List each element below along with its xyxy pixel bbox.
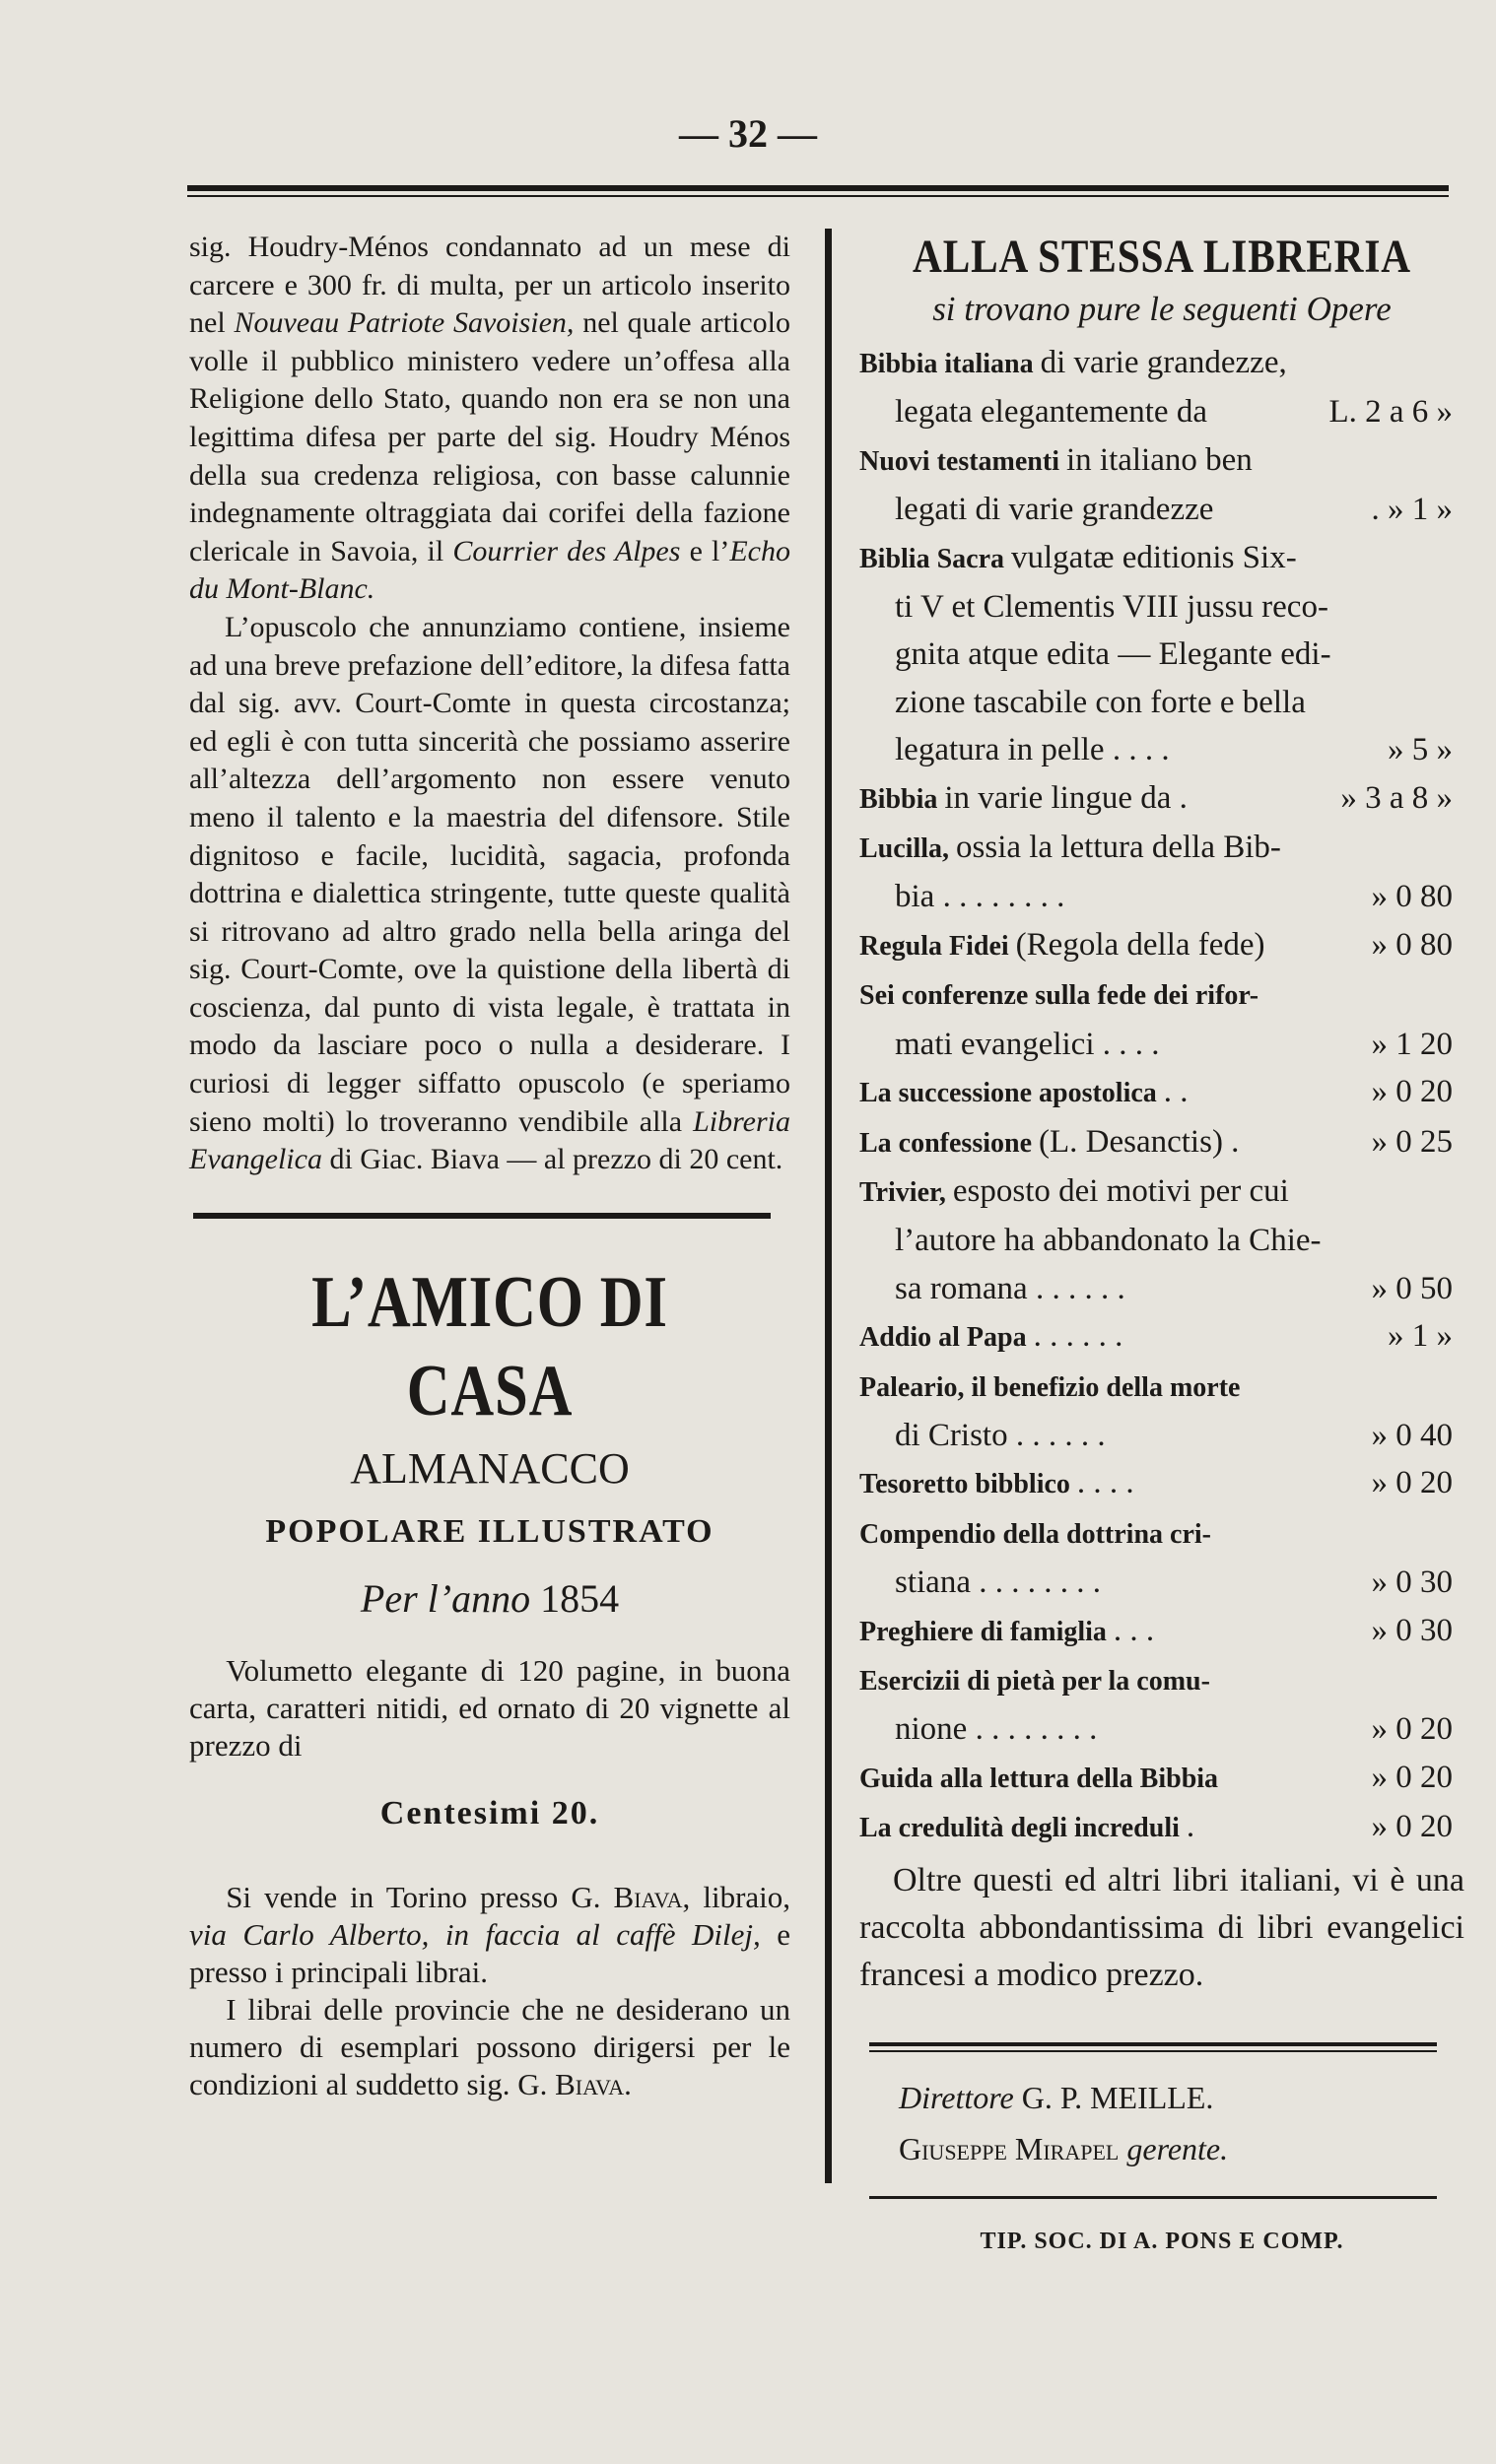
section-divider: [193, 1213, 771, 1219]
book-title: Sei conferenze sulla fede dei rifor-: [859, 980, 1259, 1012]
book-entry: [859, 1312, 1464, 1362]
book-description: mati evangelici . . . .: [895, 1026, 1160, 1062]
book-description: . . .: [1113, 1612, 1155, 1648]
book-title: Nuovi testamenti: [859, 445, 1066, 477]
book-price: » 0 25: [1371, 1123, 1453, 1160]
book-price: » 5 »: [1388, 732, 1453, 768]
book-title: Regula Fidei: [859, 930, 1016, 962]
book-title: Tesoretto bibblico: [859, 1469, 1077, 1500]
article-paragraph: sig. Houdry-Ménos condannato ad un mese di carcere e 300 fr. di multa, per un articolo inserito nel Nouveau Patriote Savoisien, nel quale articolo volle il pubblico ministero vedere un’offesa alla Religione dello Stato, quando non era se non una legittima difesa per parte del sig. Houdry Ménos della sua credenza religiosa, con basse calunnie indegnamente oltraggiata dai corifei della fazione clericale in Savoia, il Courrier des Alpes e l’Echo du Mont-Blanc.: [189, 231, 791, 606]
almanac-title: L’AMICO DI CASA: [311, 1261, 668, 1432]
book-title: La successione apostolica: [859, 1078, 1164, 1109]
book-entry: [859, 1459, 1464, 1508]
book-title: Esercizii di pietà per la comu-: [859, 1665, 1210, 1697]
book-title: Bibbia italiana: [859, 349, 1041, 379]
director-role: Direttore: [899, 2079, 1014, 2115]
book-description: legata elegantemente da: [895, 394, 1207, 431]
sale-paragraph: I librai delle provincie che ne desiderano un numero di esemplari possono dirigersi per le condizioni al suddetto sig. G. Biava.: [189, 1991, 790, 2101]
footer-rule: [869, 2042, 1437, 2052]
book-price: » 0 30: [1371, 1565, 1453, 1601]
book-description: legatura in pelle . . . .: [895, 732, 1170, 768]
almanac-advertisement: [189, 1258, 790, 2103]
director-name: G. P. MEILLE.: [1021, 2079, 1214, 2115]
book-entry: [859, 339, 1464, 436]
book-title: Bibbia: [859, 783, 945, 815]
article-text: [189, 229, 790, 1179]
almanac-sale-info: [189, 1879, 790, 2103]
book-entry: [859, 1363, 1464, 1460]
manager-line: [859, 2123, 1464, 2174]
book-description: (L. Desanctis) .: [1039, 1123, 1240, 1160]
book-title: Preghiere di famiglia: [859, 1616, 1114, 1647]
footer-rule-2: [869, 2196, 1437, 2199]
book-price: » 1 20: [1371, 1026, 1453, 1062]
book-price: » 0 40: [1371, 1417, 1453, 1453]
book-description: .: [1186, 1809, 1195, 1845]
book-entry: [859, 1754, 1464, 1803]
book-price: » 0 80: [1371, 926, 1453, 963]
book-title: Trivier,: [859, 1176, 953, 1208]
book-description: . .: [1163, 1074, 1189, 1110]
book-description: gnita atque edita — Elegante edi-: [895, 636, 1331, 673]
book-entry: [859, 1118, 1464, 1167]
book-list: [859, 339, 1464, 1853]
book-entry: [859, 1509, 1464, 1607]
book-entry: [859, 436, 1464, 534]
book-description: esposto dei motivi per cui: [952, 1172, 1289, 1209]
book-title: Lucilla,: [859, 833, 957, 865]
book-description: bia . . . . . . . .: [895, 879, 1065, 915]
book-description: zione tascabile con forte e bella: [895, 684, 1306, 720]
book-entry: [859, 824, 1464, 921]
manager-name: Giuseppe Mirapel: [899, 2130, 1120, 2166]
almanac-description: Volumetto elegante di 120 pagine, in buona carta, caratteri nitidi, ed ornato di 20 vignette al prezzo di: [189, 1652, 790, 1763]
book-title: Guida alla lettura della Bibbia: [859, 1763, 1219, 1794]
almanac-subtitle: ALMANACCO: [350, 1443, 630, 1493]
sale-paragraph: Si vende in Torino presso G. Biava, libraio, via Carlo Alberto, in faccia al caffè Dilej, e presso i principali librai.: [189, 1879, 791, 1989]
book-price: » 0 20: [1371, 1759, 1453, 1795]
book-title: Biblia Sacra: [859, 543, 1012, 574]
article-paragraph: L’opuscolo che annunziamo contiene, insieme ad una breve prefazione dell’editore, la difesa fatta dal sig. avv. Court-Comte in questa circostanza; ed egli è con tutta sincerità che possiamo asserire all’altezza dell’argomento non essere venuto meno il talento e la maestria del difensore. Stile dignitoso e facile, lucidità, sagacia, profonda dottrina e dialettica stringente, tutte queste qualità si ritrovano ad altro grado nella bella aringa del sig. Court-Comte, ove la quistione della libertà di coscienza, dal punto di vista legale, è trattata in modo da lasciare poco o nulla a desiderare. I curiosi di legger siffatto opuscolo (e speriamo sieno molti) lo troveranno vendibile alla Libreria Evangelica di Giac. Biava — al prezzo di 20 cent.: [189, 610, 790, 1176]
book-description: . . . . . .: [1033, 1318, 1123, 1355]
book-price: » 0 20: [1371, 1465, 1453, 1501]
book-title: La credulità degli increduli: [859, 1813, 1187, 1844]
printer-imprint: TIP. SOC. DI A. PONS E COMP.: [980, 2228, 1344, 2254]
book-entry: [859, 1607, 1464, 1656]
book-entry: [859, 1068, 1464, 1117]
book-entry: [859, 970, 1464, 1068]
book-entry: [859, 1167, 1464, 1312]
book-title: Addio al Papa: [859, 1322, 1034, 1354]
book-price: » 0 20: [1371, 1074, 1453, 1110]
book-price: . » 1 »: [1371, 492, 1453, 528]
book-price: L. 2 a 6 »: [1328, 394, 1453, 431]
book-description: l’autore ha abbandonato la Chie-: [895, 1223, 1322, 1259]
bookstore-subtitle: si trovano pure le seguenti Opere: [932, 290, 1392, 328]
book-description: sa romana . . . . . .: [895, 1270, 1125, 1306]
book-description: stiana . . . . . . . .: [895, 1565, 1101, 1601]
left-column: [189, 229, 790, 2103]
almanac-price: Centesimi 20.: [379, 1794, 600, 1831]
book-price: » 0 80: [1371, 879, 1453, 915]
book-description: in varie lingue da .: [944, 779, 1188, 816]
book-description: in italiano ben: [1065, 441, 1253, 478]
page-number: — 32 —: [679, 111, 817, 156]
book-description: legati di varie grandezze: [895, 492, 1214, 528]
book-entry: [859, 1656, 1464, 1754]
book-description: ossia la lettura della Bib-: [956, 830, 1281, 866]
bookstore-title: ALLA STESSA LIBRERIA: [913, 231, 1411, 283]
book-price: » 1 »: [1388, 1318, 1453, 1355]
book-price: » 3 a 8 »: [1340, 779, 1453, 816]
book-price: » 0 30: [1371, 1612, 1453, 1648]
book-entry: [859, 534, 1464, 774]
bookstore-closing: Oltre questi ed altri libri italiani, vi è una raccolta abbondantissima di libri evangelici francesi a modico prezzo.: [859, 1861, 1464, 1993]
manager-role: gerente.: [1126, 2130, 1229, 2166]
book-entry: [859, 774, 1464, 824]
book-price: » 0 50: [1371, 1270, 1453, 1306]
book-title: Paleario, il benefizio della morte: [859, 1371, 1241, 1403]
almanac-year: [189, 1573, 790, 1625]
book-price: » 0 20: [1371, 1809, 1453, 1845]
book-description: nione . . . . . . . .: [895, 1711, 1098, 1748]
book-title: Compendio della dottrina cri-: [859, 1518, 1211, 1550]
book-title: La confessione: [859, 1127, 1039, 1159]
column-divider: [825, 229, 832, 2183]
book-description: vulgatæ editionis Six-: [1011, 539, 1297, 575]
book-entry: [859, 921, 1464, 970]
right-column: [859, 229, 1464, 2255]
director-line: [859, 2072, 1464, 2123]
book-entry: [859, 1803, 1464, 1852]
almanac-subtitle-2: POPOLARE ILLUSTRATO: [265, 1512, 714, 1550]
book-description: di varie grandezze,: [1040, 345, 1287, 380]
book-description: di Cristo . . . . . .: [895, 1417, 1106, 1453]
book-description: (Regola della fede): [1015, 926, 1265, 963]
book-description: ti V et Clementis VIII jussu reco-: [895, 589, 1328, 626]
header-rule: [187, 185, 1449, 199]
almanac-year-prefix: Per l’anno: [360, 1575, 531, 1621]
almanac-year-number: 1854: [540, 1575, 620, 1621]
book-description: . . . .: [1076, 1465, 1134, 1501]
book-price: » 0 20: [1371, 1711, 1453, 1748]
